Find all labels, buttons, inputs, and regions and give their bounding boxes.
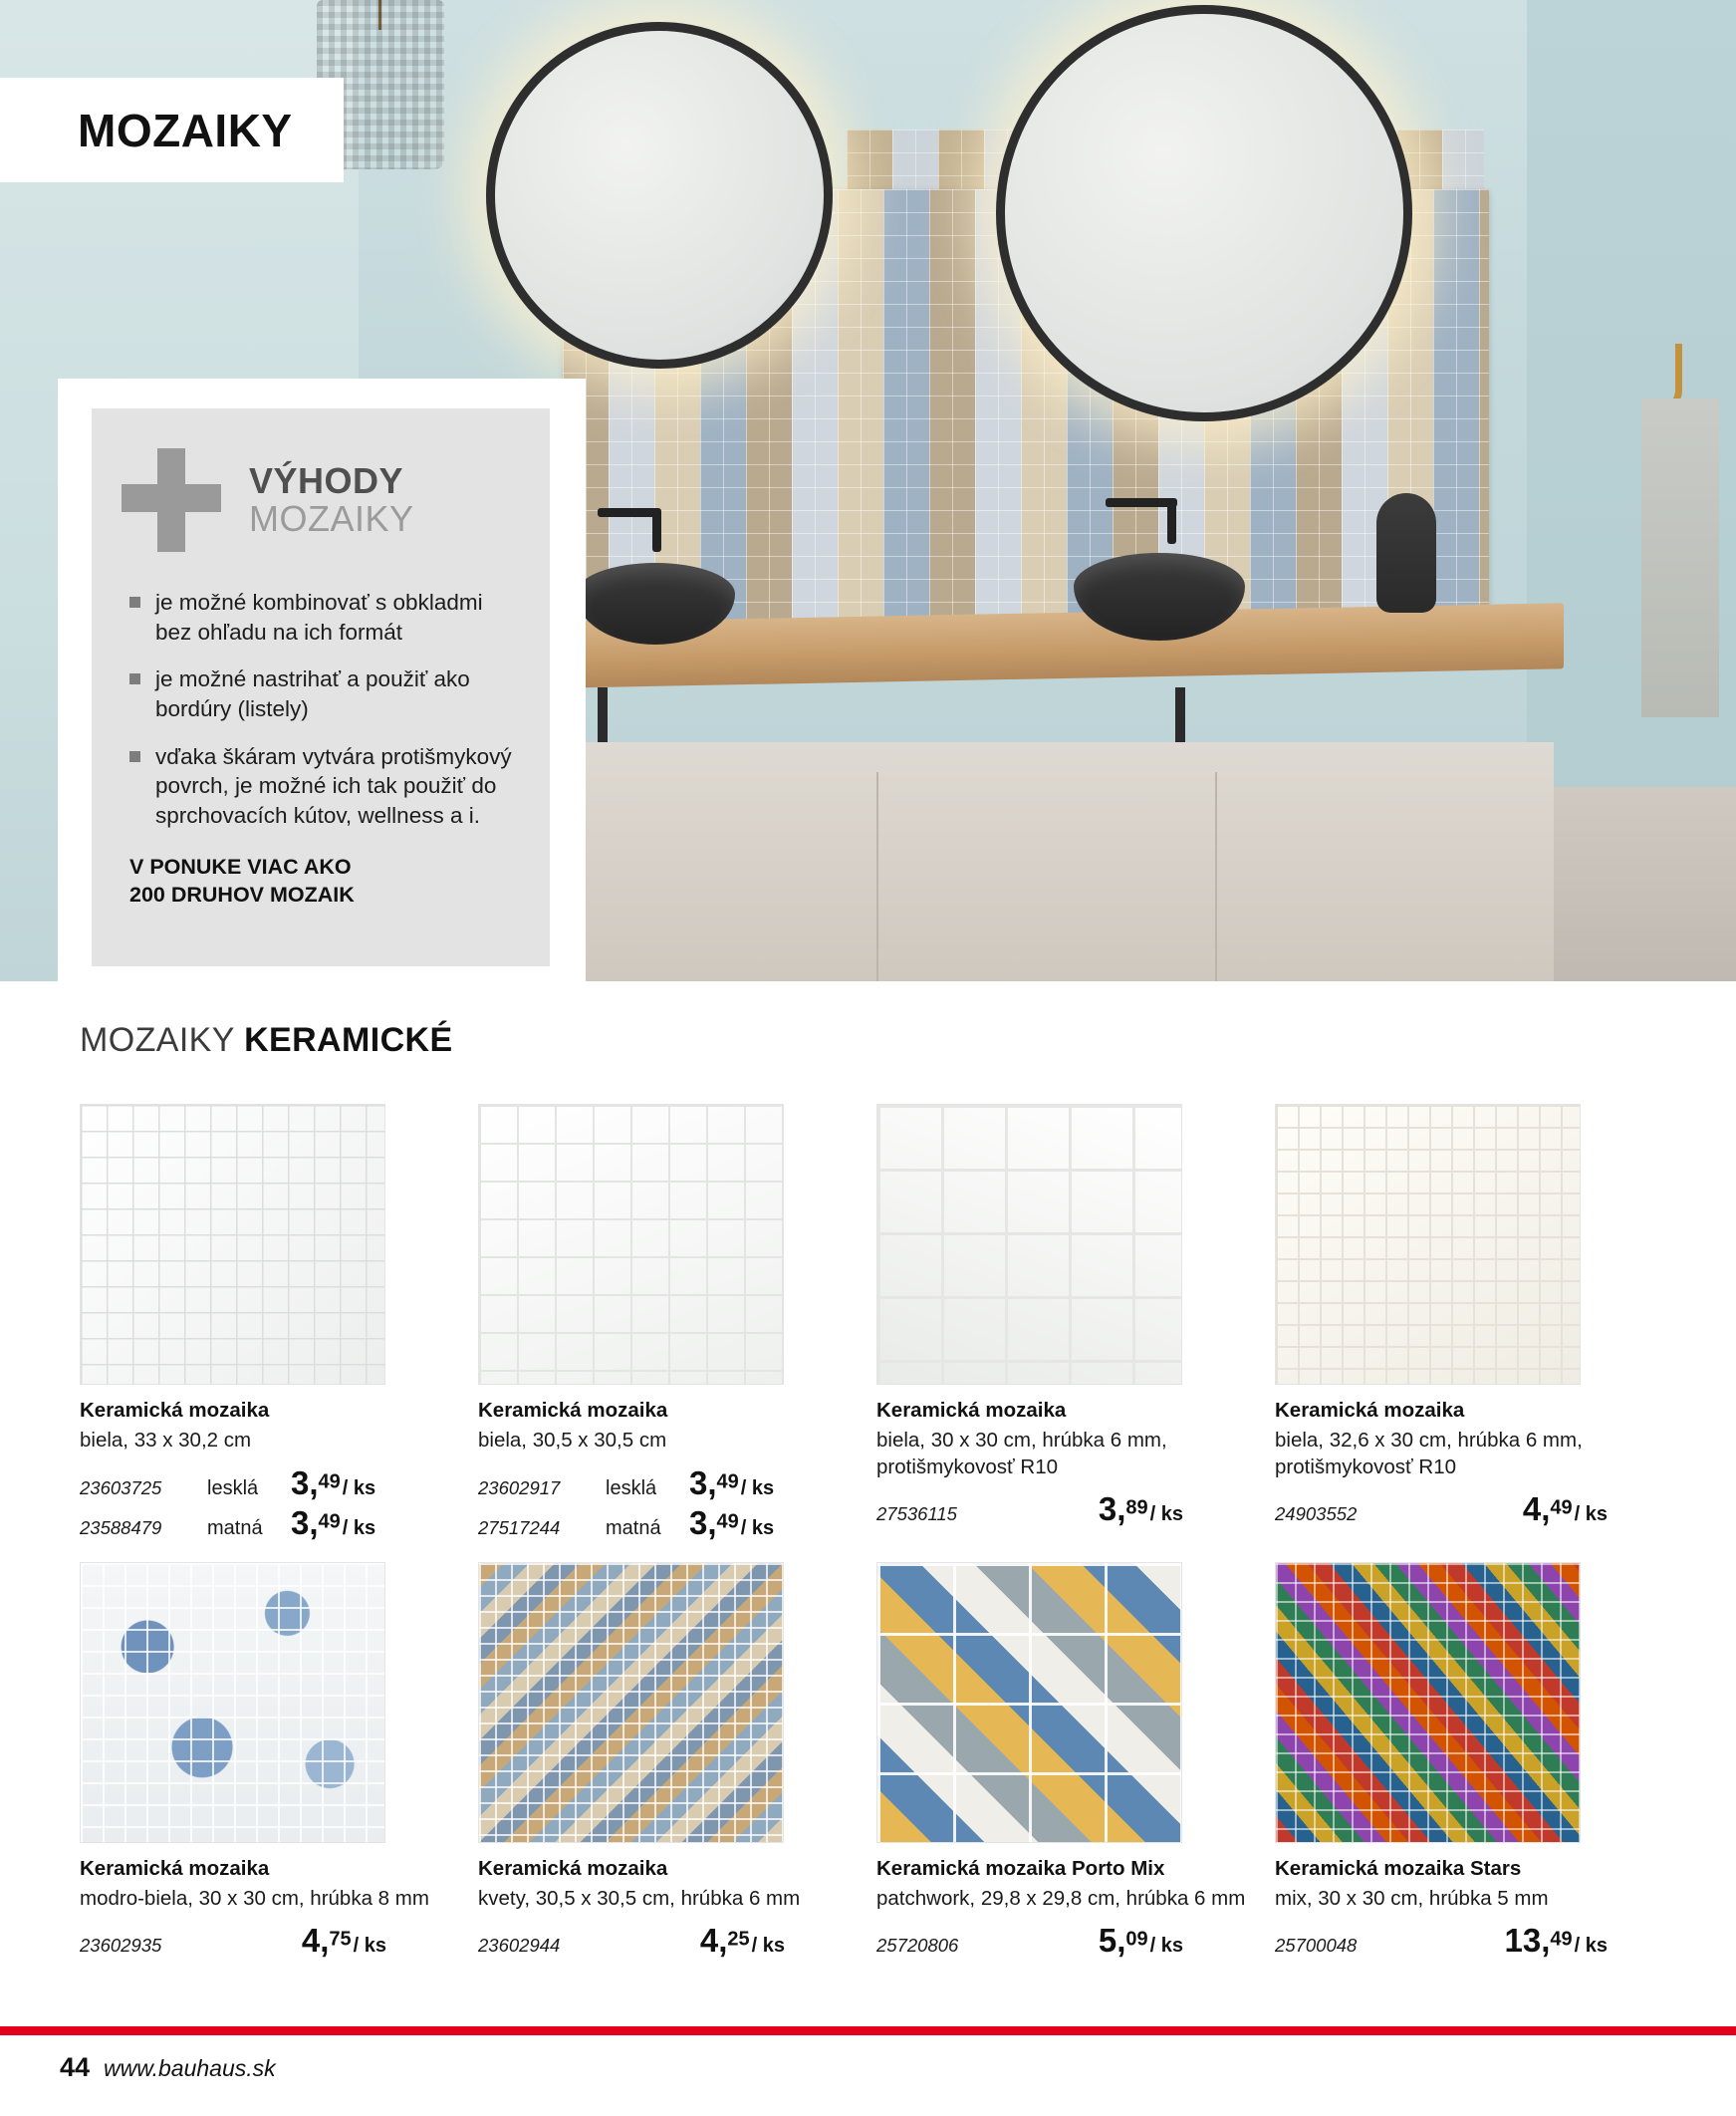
product-price-line bbox=[1275, 1922, 1673, 1962]
product-price bbox=[302, 1922, 478, 1960]
product-price-rows bbox=[80, 1464, 478, 1544]
hanging-towel bbox=[1641, 398, 1719, 717]
product-code: 23602917 bbox=[478, 1476, 561, 1498]
product-price-line bbox=[478, 1504, 876, 1544]
product-variant: lesklá bbox=[606, 1476, 657, 1499]
product-code: 27536115 bbox=[876, 1503, 957, 1525]
product-image bbox=[80, 1104, 385, 1385]
product-code: 27517244 bbox=[478, 1516, 561, 1538]
price-unit: / ks bbox=[353, 1935, 386, 1958]
price-cents: 89 bbox=[1125, 1496, 1148, 1519]
footer-divider bbox=[0, 2026, 1736, 2035]
price-cents: 75 bbox=[329, 1928, 352, 1951]
price-integer: 4, bbox=[301, 1922, 330, 1960]
page-title: MOZAIKY bbox=[78, 104, 293, 156]
price-integer: 3, bbox=[1098, 1490, 1126, 1528]
product-title: Keramická mozaika bbox=[80, 1399, 270, 1422]
product-card[interactable] bbox=[478, 1104, 876, 1544]
price-unit: / ks bbox=[1149, 1935, 1183, 1958]
product-price-line bbox=[478, 1464, 876, 1504]
product-image bbox=[80, 1562, 385, 1843]
price-integer: 3, bbox=[291, 1503, 319, 1541]
product-price-line bbox=[876, 1490, 1275, 1530]
price-integer: 3, bbox=[689, 1503, 717, 1541]
price-unit: / ks bbox=[751, 1935, 785, 1958]
product-variant: lesklá bbox=[207, 1476, 259, 1499]
product-description: biela, 30 x 30 cm, hrúbka 6 mm, protišmykovosť R10 bbox=[876, 1429, 1167, 1478]
product-description: mix, 30 x 30 cm, hrúbka 5 mm bbox=[1275, 1886, 1549, 1910]
price-cents: 49 bbox=[1550, 1496, 1573, 1519]
benefits-title-line1: VÝHODY bbox=[249, 460, 404, 502]
product-price-rows bbox=[1275, 1490, 1673, 1530]
monkey-figurine bbox=[1376, 493, 1436, 613]
price-integer: 4, bbox=[1522, 1490, 1551, 1528]
price-unit: / ks bbox=[342, 1476, 376, 1499]
price-cents: 25 bbox=[727, 1928, 750, 1951]
product-price bbox=[1523, 1490, 1673, 1528]
website-url[interactable]: www.bauhaus.sk bbox=[104, 2055, 276, 2081]
product-card[interactable] bbox=[876, 1104, 1275, 1544]
product-description: modro-biela, 30 x 30 cm, hrúbka 8 mm bbox=[80, 1886, 429, 1910]
price-integer: 4, bbox=[699, 1922, 728, 1960]
section-heading bbox=[80, 1021, 453, 1060]
product-price-rows bbox=[876, 1490, 1275, 1530]
list-item: je možné kombinovať s obkladmi bez ohľadu na ich formát bbox=[129, 588, 516, 647]
product-title: Keramická mozaika bbox=[80, 1856, 270, 1880]
product-code: 25700048 bbox=[1275, 1935, 1358, 1957]
wall-faucet-left-spout bbox=[598, 508, 659, 517]
product-price-line bbox=[1275, 1490, 1673, 1530]
price-cents: 49 bbox=[716, 1510, 739, 1533]
product-price bbox=[689, 1504, 774, 1542]
product-row bbox=[80, 1104, 1673, 1544]
product-price bbox=[291, 1504, 375, 1542]
price-cents: 49 bbox=[318, 1510, 341, 1533]
price-unit: / ks bbox=[740, 1516, 775, 1539]
product-price bbox=[291, 1464, 375, 1502]
product-card[interactable] bbox=[1275, 1104, 1673, 1544]
price-unit: / ks bbox=[1574, 1503, 1608, 1526]
product-price-rows bbox=[80, 1922, 478, 1962]
benefits-title bbox=[249, 462, 414, 538]
section-heading-bold: KERAMICKÉ bbox=[244, 1021, 453, 1059]
benefits-list bbox=[92, 588, 550, 831]
product-code: 24903552 bbox=[1275, 1503, 1358, 1525]
product-title: Keramická mozaika Porto Mix bbox=[876, 1856, 1165, 1880]
product-description: biela, 32,6 x 30 cm, hrúbka 6 mm, protišmykovosť R10 bbox=[1275, 1429, 1583, 1478]
product-image bbox=[876, 1562, 1182, 1843]
product-image bbox=[478, 1104, 784, 1385]
footer bbox=[60, 2052, 276, 2083]
round-mirror-left bbox=[486, 22, 833, 369]
product-price-line bbox=[876, 1922, 1275, 1962]
price-cents: 49 bbox=[318, 1470, 341, 1493]
product-code: 23588479 bbox=[80, 1516, 162, 1538]
product-variant: matná bbox=[606, 1516, 661, 1539]
product-title: Keramická mozaika Stars bbox=[1275, 1856, 1522, 1880]
product-image bbox=[876, 1104, 1182, 1385]
price-integer: 13, bbox=[1504, 1922, 1551, 1960]
product-card[interactable] bbox=[1275, 1562, 1673, 1963]
product-price-rows bbox=[478, 1464, 876, 1544]
benefits-note bbox=[129, 853, 550, 910]
product-price bbox=[700, 1922, 876, 1960]
product-price-rows bbox=[478, 1922, 876, 1962]
product-image bbox=[1275, 1104, 1581, 1385]
product-title: Keramická mozaika bbox=[876, 1399, 1067, 1422]
product-card[interactable] bbox=[478, 1562, 876, 1963]
price-integer: 5, bbox=[1098, 1922, 1126, 1960]
product-code: 25720806 bbox=[876, 1935, 959, 1957]
product-row bbox=[80, 1562, 1673, 1963]
price-unit: / ks bbox=[740, 1476, 775, 1499]
price-cents: 09 bbox=[1125, 1928, 1148, 1951]
product-title: Keramická mozaika bbox=[478, 1399, 668, 1422]
product-price-line bbox=[478, 1922, 876, 1962]
product-image bbox=[1275, 1562, 1581, 1843]
benefits-card bbox=[92, 408, 550, 966]
product-description: patchwork, 29,8 x 29,8 cm, hrúbka 6 mm bbox=[876, 1886, 1246, 1910]
section-heading-light: MOZAIKY bbox=[80, 1021, 245, 1059]
wall-faucet-right-drop bbox=[1167, 498, 1176, 544]
product-card[interactable] bbox=[876, 1562, 1275, 1963]
product-description: biela, 33 x 30,2 cm bbox=[80, 1429, 252, 1452]
product-title: Keramická mozaika bbox=[1275, 1399, 1465, 1422]
product-description: biela, 30,5 x 30,5 cm bbox=[478, 1429, 667, 1452]
product-image bbox=[478, 1562, 784, 1843]
product-price-line bbox=[80, 1464, 478, 1504]
product-description: kvety, 30,5 x 30,5 cm, hrúbka 6 mm bbox=[478, 1886, 801, 1910]
price-unit: / ks bbox=[1149, 1503, 1183, 1526]
product-price bbox=[689, 1464, 774, 1502]
price-cents: 49 bbox=[716, 1470, 739, 1493]
price-integer: 3, bbox=[689, 1463, 717, 1501]
bathroom-cabinet bbox=[538, 742, 1554, 981]
product-variant: matná bbox=[207, 1516, 263, 1539]
benefits-header bbox=[92, 408, 550, 554]
product-price bbox=[1099, 1490, 1275, 1528]
price-unit: / ks bbox=[1574, 1935, 1608, 1958]
product-price-rows bbox=[876, 1922, 1275, 1962]
price-integer: 3, bbox=[291, 1463, 319, 1501]
product-price bbox=[1099, 1922, 1275, 1960]
product-price bbox=[1505, 1922, 1673, 1960]
list-item: vďaka škáram vytvára protišmykový povrch, je možné ich tak použiť do sprchovacích kútov, wellness a i. bbox=[129, 742, 516, 831]
page-title-badge bbox=[0, 78, 344, 182]
product-price-line bbox=[80, 1922, 478, 1962]
benefits-note-line2: 200 DRUHOV MOZAIK bbox=[129, 883, 355, 908]
product-card[interactable] bbox=[80, 1104, 478, 1544]
product-card[interactable] bbox=[80, 1562, 478, 1963]
product-price-rows bbox=[1275, 1922, 1673, 1962]
benefits-title-line2: MOZAIKY bbox=[249, 498, 414, 539]
benefits-note-line1: V PONUKE VIAC AKO bbox=[129, 854, 352, 879]
plus-icon bbox=[118, 446, 225, 554]
product-code: 23602944 bbox=[478, 1935, 561, 1957]
price-cents: 49 bbox=[1550, 1928, 1573, 1951]
list-item: je možné nastrihať a použiť ako bordúry (listely) bbox=[129, 664, 516, 723]
price-unit: / ks bbox=[342, 1516, 376, 1539]
product-title: Keramická mozaika bbox=[478, 1856, 668, 1880]
wall-faucet-left-drop bbox=[652, 508, 661, 552]
product-price-line bbox=[80, 1504, 478, 1544]
product-code: 23603725 bbox=[80, 1476, 162, 1498]
page-number: 44 bbox=[60, 2052, 91, 2082]
product-code: 23602935 bbox=[80, 1935, 162, 1957]
product-grid bbox=[80, 1104, 1673, 1962]
round-mirror-right bbox=[996, 5, 1412, 421]
